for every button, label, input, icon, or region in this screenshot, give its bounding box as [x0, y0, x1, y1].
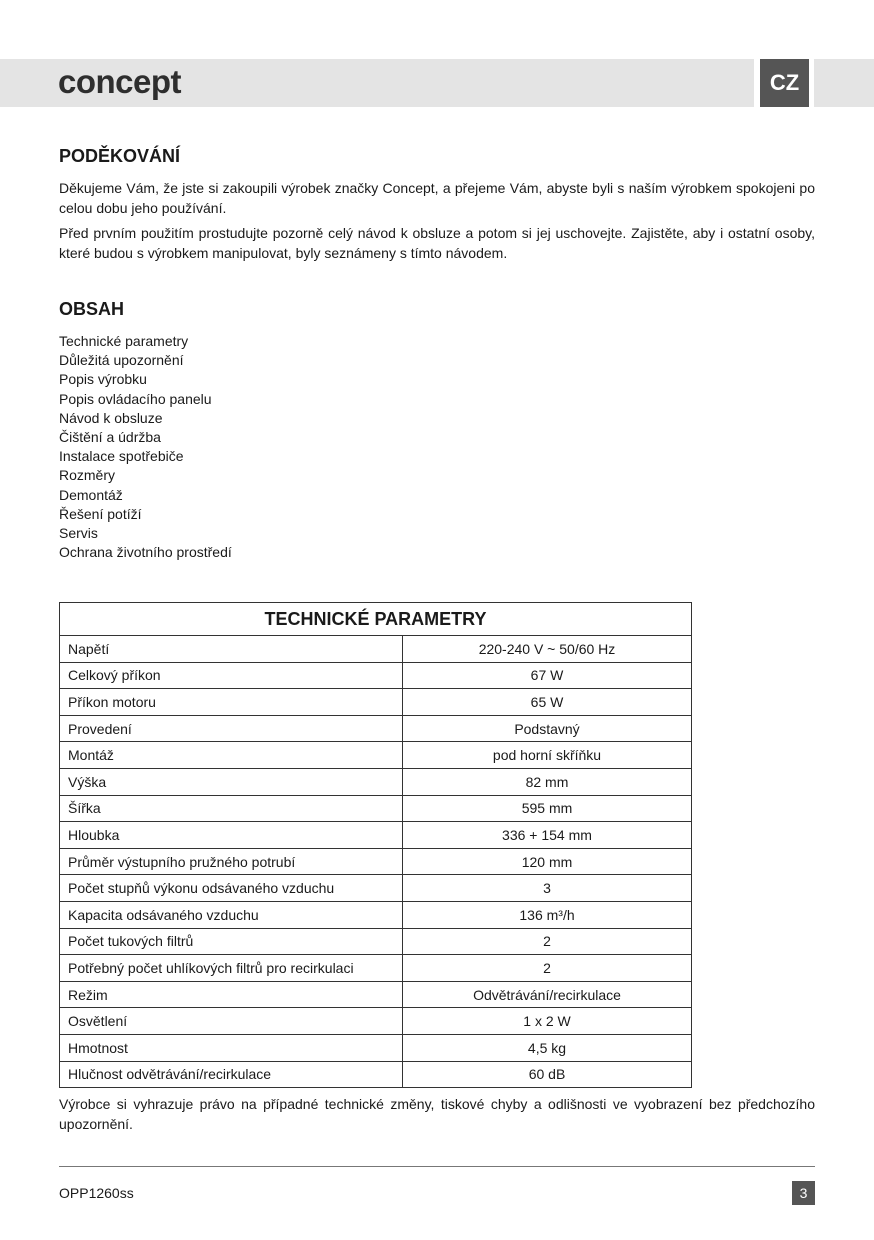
table-row [60, 1008, 692, 1035]
spec-label: Osvětlení [60, 1008, 403, 1035]
spec-value: 336 + 154 mm [403, 822, 692, 849]
table-row [60, 1061, 692, 1088]
toc-item: Čištění a údržba [59, 429, 161, 446]
toc-item: Návod k obsluze [59, 409, 163, 426]
spec-value: 60 dB [403, 1061, 692, 1088]
table-row [60, 901, 692, 928]
spec-label: Příkon motoru [60, 689, 403, 716]
toc-item: Důležitá upozornění [59, 352, 184, 369]
spec-label: Napětí [60, 636, 403, 663]
spec-label: Průměr výstupního pružného potrubí [60, 848, 403, 875]
toc-item: Servis [59, 525, 98, 542]
toc-item: Demontáž [59, 486, 123, 503]
table-row [60, 689, 692, 716]
table-row [60, 662, 692, 689]
spec-label: Provedení [60, 715, 403, 742]
table-row [60, 955, 692, 982]
header-band-right [814, 59, 874, 107]
spec-value: 220-240 V ~ 50/60 Hz [403, 636, 692, 663]
table-row [60, 1034, 692, 1061]
footer-divider [59, 1166, 815, 1167]
spec-value: 2 [403, 928, 692, 955]
table-row [60, 742, 692, 769]
spec-value: pod horní skříňku [403, 742, 692, 769]
spec-label: Potřebný počet uhlíkových filtrů pro recirkulaci [60, 955, 403, 982]
spec-label: Hloubka [60, 822, 403, 849]
spec-value: 4,5 kg [403, 1034, 692, 1061]
spec-value: 1 x 2 W [403, 1008, 692, 1035]
spec-label: Montáž [60, 742, 403, 769]
spec-value: 82 mm [403, 768, 692, 795]
toc-item: Ochrana životního prostředí [59, 544, 232, 561]
table-row [60, 795, 692, 822]
spec-label: Kapacita odsávaného vzduchu [60, 901, 403, 928]
table-row [60, 636, 692, 663]
spec-value: Odvětrávání/recirkulace [403, 981, 692, 1008]
spec-label: Počet tukových filtrů [60, 928, 403, 955]
spec-value: 65 W [403, 689, 692, 716]
table-row [60, 981, 692, 1008]
spec-value: 2 [403, 955, 692, 982]
table-row [60, 822, 692, 849]
toc-item: Řešení potíží [59, 505, 142, 522]
toc-item: Rozměry [59, 467, 116, 484]
spec-value: 595 mm [403, 795, 692, 822]
spec-table-title: TECHNICKÉ PARAMETRY [60, 603, 692, 636]
thanks-paragraph-2: Před prvním použitím prostudujte pozorně celý návod k obsluze a potom si jej uschovejte. Zajistěte, aby i ostatní osoby, které budou s výrobkem manipulovat, byly seznámeny s tímto návodem. [59, 225, 815, 261]
spec-value: 3 [403, 875, 692, 902]
contents-list [59, 332, 232, 562]
spec-label: Šířka [60, 795, 403, 822]
spec-value: Podstavný [403, 715, 692, 742]
spec-label: Hmotnost [60, 1034, 403, 1061]
toc-item: Popis výrobku [59, 371, 147, 388]
toc-item: Popis ovládacího panelu [59, 390, 212, 407]
spec-value: 67 W [403, 662, 692, 689]
language-badge: CZ [760, 59, 809, 107]
table-row [60, 768, 692, 795]
spec-label: Hlučnost odvětrávání/recirkulace [60, 1061, 403, 1088]
spec-label: Počet stupňů výkonu odsávaného vzduchu [60, 875, 403, 902]
spec-table [59, 602, 692, 1088]
disclaimer: Výrobce si vyhrazuje právo na případné technické změny, tiskové chyby a odlišnosti ve vyobrazení bez předchozího upozornění. [59, 1096, 815, 1132]
spec-value: 136 m³/h [403, 901, 692, 928]
table-row [60, 715, 692, 742]
contents-title: OBSAH [59, 299, 125, 319]
spec-label: Výška [60, 768, 403, 795]
thanks-paragraph-1: Děkujeme Vám, že jste si zakoupili výrobek značky Concept, a přejeme Vám, abyste byli s naším výrobkem spokojeni po celou dobu jeho používání. [59, 180, 815, 216]
page-number: 3 [792, 1181, 815, 1205]
toc-item: Technické parametry [59, 333, 189, 349]
thanks-title: PODĚKOVÁNÍ [59, 146, 181, 166]
table-row [60, 875, 692, 902]
toc-item: Instalace spotřebiče [59, 448, 184, 465]
table-row [60, 928, 692, 955]
spec-value: 120 mm [403, 848, 692, 875]
spec-label: Celkový příkon [60, 662, 403, 689]
spec-label: Režim [60, 981, 403, 1008]
model-number: OPP1260ss [59, 1185, 134, 1201]
brand-logo: concept [58, 63, 182, 100]
table-row [60, 848, 692, 875]
